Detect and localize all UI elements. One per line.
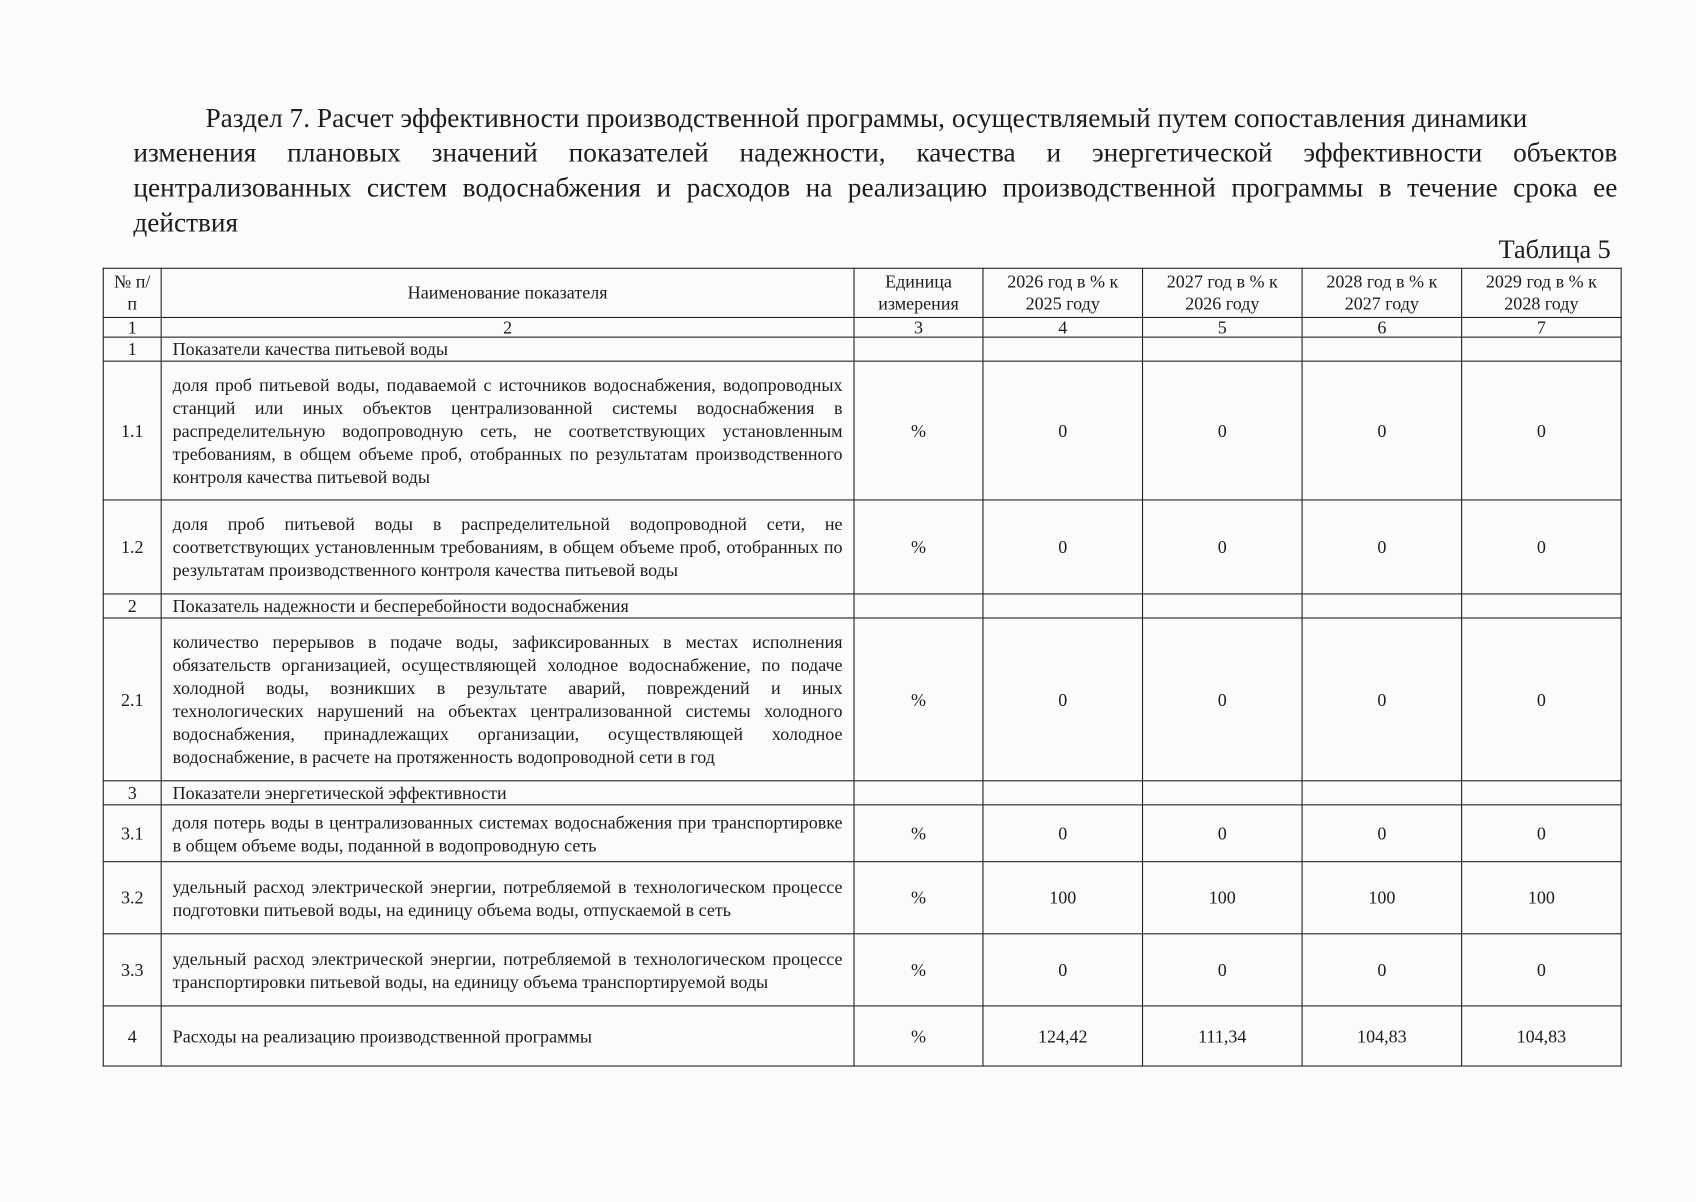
value-2026: 124,42 (983, 1006, 1143, 1066)
section-row (103, 337, 1621, 361)
header-2028: 2028 год в % к 2027 году (1302, 268, 1462, 317)
indicator-name: Расходы на реализацию производственной программы (161, 1006, 854, 1066)
value-2028: 100 (1302, 862, 1462, 934)
value-2029: 0 (1462, 500, 1622, 594)
value-2029: 104,83 (1462, 1006, 1622, 1066)
header-name: Наименование показателя (161, 268, 854, 317)
value-2028: 0 (1302, 500, 1462, 594)
indicator-name: удельный расход электрической энергии, потребляемой в технологическом процессе подготовки питьевой воды, на единицу объема воды, отпускаемой в сеть (161, 862, 854, 934)
table-row (103, 805, 1621, 862)
empty-cell (1143, 781, 1303, 805)
indicator-name: доля потерь воды в централизованных системах водоснабжения при транспортировке в общем объеме воды, поданной в водопроводную сеть (161, 805, 854, 862)
value-2026: 0 (983, 361, 1143, 500)
efficiency-table (103, 268, 1622, 1067)
row-number: 3.2 (103, 862, 161, 934)
empty-cell (1462, 337, 1622, 361)
column-number-row (103, 317, 1621, 337)
header-unit: Единица измерения (854, 268, 983, 317)
empty-cell (983, 594, 1143, 618)
value-2029: 100 (1462, 862, 1622, 934)
empty-cell (1462, 781, 1622, 805)
column-number: 5 (1143, 317, 1303, 337)
section-heading-continuation: изменения плановых значений показателей надежности, качества и энергетической эффективности объектов централизованных систем водоснабжения и расходов на реализацию производственной программы в течение срока ее действия (133, 138, 1618, 239)
section-title: Показатели энергетической эффективности (161, 781, 854, 805)
empty-cell (854, 781, 983, 805)
header-2027: 2027 год в % к 2026 году (1143, 268, 1303, 317)
section-heading-first-line: Раздел 7. Расчет эффективности производственной программы, осуществляемый путем сопоставления динамики (205, 103, 1528, 134)
table-caption: Таблица 5 (1498, 236, 1611, 265)
section-row (103, 781, 1621, 805)
unit-cell: % (854, 500, 983, 594)
value-2027: 0 (1143, 805, 1303, 862)
indicator-name: доля проб питьевой воды, подаваемой с источников водоснабжения, водопроводных станций или иных объектов централизованной системы водоснабжения в распределительную водопроводную сеть, не соответствующих установленным требованиям, в общем объеме проб, отобранных по результатам производственного контроля качества питьевой воды (161, 361, 854, 500)
empty-cell (1143, 337, 1303, 361)
value-2027: 0 (1143, 618, 1303, 781)
empty-cell (854, 594, 983, 618)
value-2027: 0 (1143, 361, 1303, 500)
empty-cell (1302, 594, 1462, 618)
empty-cell (1143, 594, 1303, 618)
table-row (103, 500, 1621, 594)
unit-cell: % (854, 805, 983, 862)
indicator-name: доля проб питьевой воды в распределительной водопроводной сети, не соответствующих установленным требованиям, в общем объеме проб, отобранных по результатам производственного контроля качества питьевой воды (161, 500, 854, 594)
table-row (103, 618, 1621, 781)
table-row (103, 361, 1621, 500)
column-number: 3 (854, 317, 983, 337)
value-2027: 111,34 (1143, 1006, 1303, 1066)
row-number: 1 (103, 337, 161, 361)
row-number: 1.1 (103, 361, 161, 500)
section-title: Показатель надежности и бесперебойности водоснабжения (161, 594, 854, 618)
header-2026: 2026 год в % к 2025 году (983, 268, 1143, 317)
value-2027: 0 (1143, 934, 1303, 1006)
section-heading (133, 102, 1617, 242)
unit-cell: % (854, 618, 983, 781)
value-2028: 0 (1302, 934, 1462, 1006)
value-2028: 0 (1302, 805, 1462, 862)
value-2026: 0 (983, 618, 1143, 781)
row-number: 3 (103, 781, 161, 805)
column-number: 2 (161, 317, 854, 337)
unit-cell: % (854, 1006, 983, 1066)
column-number: 4 (983, 317, 1143, 337)
value-2026: 100 (983, 862, 1143, 934)
table-row (103, 862, 1621, 934)
column-number: 1 (103, 317, 161, 337)
table-row (103, 934, 1621, 1006)
column-number: 6 (1302, 317, 1462, 337)
value-2026: 0 (983, 805, 1143, 862)
row-number: 1.2 (103, 500, 161, 594)
empty-cell (1302, 337, 1462, 361)
row-number: 3.1 (103, 805, 161, 862)
value-2029: 0 (1462, 618, 1622, 781)
empty-cell (983, 337, 1143, 361)
section-row (103, 594, 1621, 618)
row-number: 3.3 (103, 934, 161, 1006)
row-number: 2.1 (103, 618, 161, 781)
row-number: 4 (103, 1006, 161, 1066)
empty-cell (1302, 781, 1462, 805)
value-2026: 0 (983, 500, 1143, 594)
column-number: 7 (1462, 317, 1622, 337)
unit-cell: % (854, 862, 983, 934)
indicator-name: удельный расход электрической энергии, потребляемой в технологическом процессе транспортировки питьевой воды, на единицу объема транспортируемой воды (161, 934, 854, 1006)
empty-cell (983, 781, 1143, 805)
value-2029: 0 (1462, 361, 1622, 500)
value-2027: 100 (1143, 862, 1303, 934)
value-2028: 0 (1302, 618, 1462, 781)
unit-cell: % (854, 934, 983, 1006)
empty-cell (1462, 594, 1622, 618)
section-title: Показатели качества питьевой воды (161, 337, 854, 361)
indicator-name: количество перерывов в подаче воды, зафиксированных в местах исполнения обязательств организацией, осуществляющей холодное водоснабжение, по подаче холодной воды, возникших в результате аварий, повреждений и иных технологических нарушений на объектах централизованной системы холодного водоснабжения, принадлежащих организации, осуществляющей холодное водоснабжение, в расчете на протяженность водопроводной сети в год (161, 618, 854, 781)
unit-cell: % (854, 361, 983, 500)
value-2026: 0 (983, 934, 1143, 1006)
row-number: 2 (103, 594, 161, 618)
empty-cell (854, 337, 983, 361)
table-row (103, 1006, 1621, 1066)
value-2029: 0 (1462, 934, 1622, 1006)
value-2027: 0 (1143, 500, 1303, 594)
value-2028: 104,83 (1302, 1006, 1462, 1066)
table-header-row (103, 268, 1621, 317)
value-2029: 0 (1462, 805, 1622, 862)
header-num: № п/п (103, 268, 161, 317)
value-2028: 0 (1302, 361, 1462, 500)
header-2029: 2029 год в % к 2028 году (1462, 268, 1622, 317)
